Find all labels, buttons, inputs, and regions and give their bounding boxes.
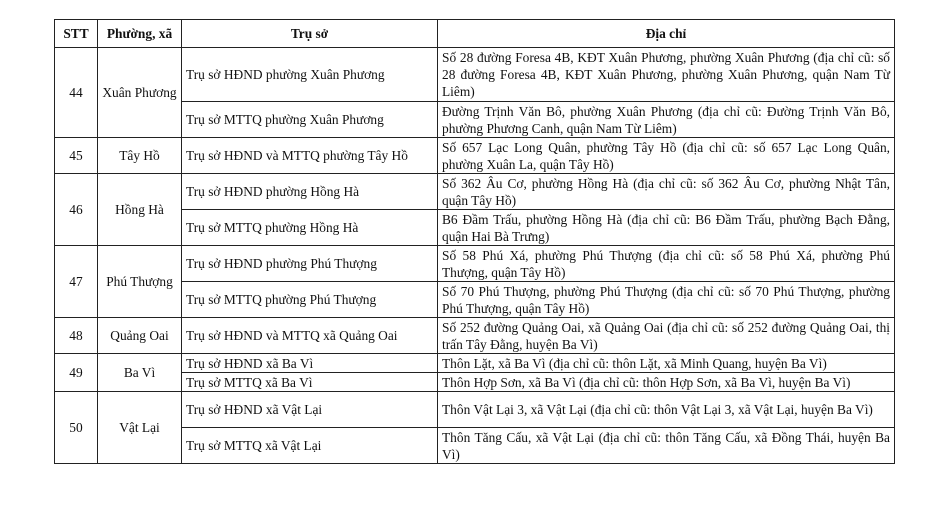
office-cell: Trụ sở HĐND phường Hồng Hà: [182, 174, 438, 210]
stt-cell: 49: [55, 354, 98, 392]
address-cell: Thôn Lặt, xã Ba Vì (địa chỉ cũ: thôn Lặt, xã Minh Quang, huyện Ba Vì): [438, 354, 895, 373]
office-address-table: [54, 19, 895, 464]
header-stt: STT: [55, 20, 98, 48]
address-cell: Đường Trịnh Văn Bô, phường Xuân Phương (địa chỉ cũ: Đường Trịnh Văn Bô, phường Phương Canh, quận Nam Từ Liêm): [438, 102, 895, 138]
table-row: [55, 174, 895, 210]
address-cell: B6 Đầm Trấu, phường Hồng Hà (địa chỉ cũ: B6 Đầm Trấu, phường Bạch Đằng, quận Hai Bà Trưng): [438, 210, 895, 246]
table-row: [55, 138, 895, 174]
office-cell: Trụ sở HĐND phường Xuân Phương: [182, 48, 438, 102]
ward-cell: Quảng Oai: [98, 318, 182, 354]
office-cell: Trụ sở HĐND phường Phú Thượng: [182, 246, 438, 282]
ward-cell: Vật Lại: [98, 392, 182, 464]
header-ward: Phường, xã: [98, 20, 182, 48]
office-cell: Trụ sở HĐND xã Ba Vì: [182, 354, 438, 373]
stt-cell: 48: [55, 318, 98, 354]
office-cell: Trụ sở MTTQ xã Vật Lại: [182, 428, 438, 464]
office-cell: Trụ sở MTTQ xã Ba Vì: [182, 373, 438, 392]
stt-cell: 46: [55, 174, 98, 246]
address-cell: Thôn Hợp Sơn, xã Ba Vì (địa chỉ cũ: thôn Hợp Sơn, xã Ba Vì, huyện Ba Vì): [438, 373, 895, 392]
table-header-row: [55, 20, 895, 48]
stt-cell: 47: [55, 246, 98, 318]
address-cell: Thôn Vật Lại 3, xã Vật Lại (địa chỉ cũ: thôn Vật Lại 3, xã Vật Lại, huyện Ba Vì): [438, 392, 895, 428]
ward-cell: Tây Hồ: [98, 138, 182, 174]
office-cell: Trụ sở MTTQ phường Phú Thượng: [182, 282, 438, 318]
office-cell: Trụ sở MTTQ phường Hồng Hà: [182, 210, 438, 246]
stt-cell: 45: [55, 138, 98, 174]
table-row: [55, 354, 895, 373]
address-cell: Thôn Tăng Cấu, xã Vật Lại (địa chỉ cũ: thôn Tăng Cấu, xã Đồng Thái, huyện Ba Vì): [438, 428, 895, 464]
office-cell: Trụ sở HĐND và MTTQ xã Quảng Oai: [182, 318, 438, 354]
table-row: [55, 318, 895, 354]
office-cell: Trụ sở MTTQ phường Xuân Phương: [182, 102, 438, 138]
table-row: [55, 246, 895, 282]
stt-cell: 50: [55, 392, 98, 464]
address-cell: Số 58 Phú Xá, phường Phú Thượng (địa chỉ cũ: số 58 Phú Xá, phường Phú Thượng, quận Tây Hồ): [438, 246, 895, 282]
address-cell: Số 28 đường Foresa 4B, KĐT Xuân Phương, phường Xuân Phương (địa chỉ cũ: số 28 đường Foresa 4B, KĐT Xuân Phương, phường Xuân Phương, quận Nam Từ Liêm): [438, 48, 895, 102]
table-row: [55, 48, 895, 102]
office-cell: Trụ sở HĐND và MTTQ phường Tây Hồ: [182, 138, 438, 174]
ward-cell: Xuân Phương: [98, 48, 182, 138]
table-row: [55, 392, 895, 428]
stt-cell: 44: [55, 48, 98, 138]
header-address: Địa chỉ: [438, 20, 895, 48]
ward-cell: Ba Vì: [98, 354, 182, 392]
office-cell: Trụ sở HĐND xã Vật Lại: [182, 392, 438, 428]
address-cell: Số 70 Phú Thượng, phường Phú Thượng (địa chỉ cũ: số 70 Phú Thượng, phường Phú Thượng, quận Tây Hồ): [438, 282, 895, 318]
ward-cell: Hồng Hà: [98, 174, 182, 246]
address-cell: Số 657 Lạc Long Quân, phường Tây Hồ (địa chỉ cũ: số 657 Lạc Long Quân, phường Xuân La, quận Tây Hồ): [438, 138, 895, 174]
address-cell: Số 362 Âu Cơ, phường Hồng Hà (địa chỉ cũ: số 362 Âu Cơ, phường Nhật Tân, quận Tây Hồ): [438, 174, 895, 210]
header-office: Trụ sở: [182, 20, 438, 48]
address-cell: Số 252 đường Quảng Oai, xã Quảng Oai (địa chỉ cũ: số 252 đường Quảng Oai, thị trấn Tây Đằng, huyện Ba Vì): [438, 318, 895, 354]
ward-cell: Phú Thượng: [98, 246, 182, 318]
